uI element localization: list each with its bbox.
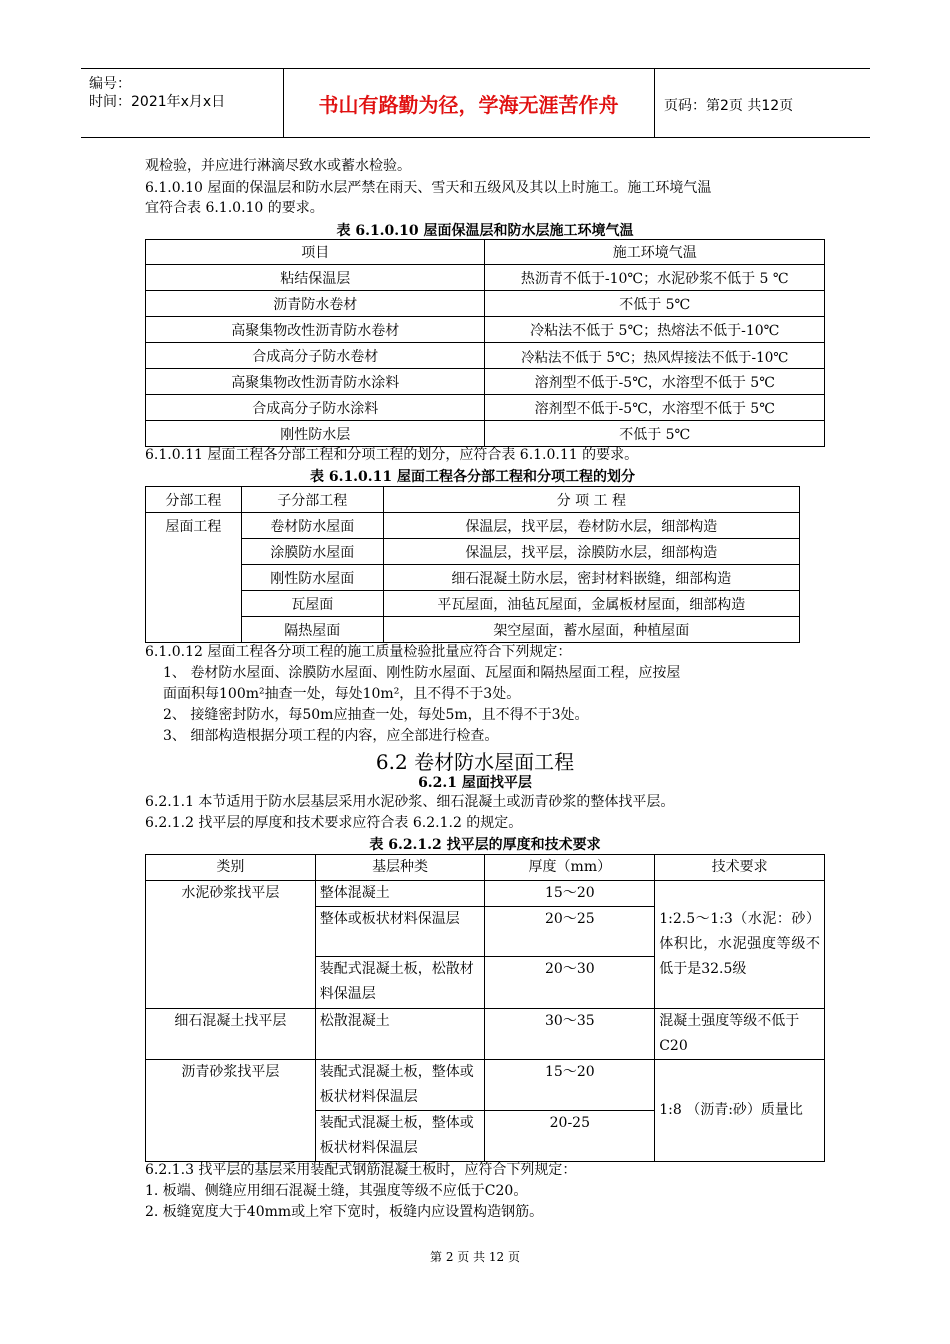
header-meta (81, 69, 284, 137)
table-cell: 装配式混凝土板，松散材料保温层 (315, 957, 485, 1009)
table-header-row (146, 240, 825, 265)
table-header-cell: 技术要求 (655, 855, 825, 881)
table-cell: 装配式混凝土板，整体或板状材料保温层 (315, 1060, 485, 1111)
table-row (146, 565, 800, 591)
paragraph: 6.2.1.3 找平层的基层采用装配式钢筋混凝土板时，应符合下列规定： (145, 1162, 577, 1178)
table-row (146, 539, 800, 565)
table-cell: 沥青防水卷材 (146, 291, 485, 317)
list-item: 1、 卷材防水屋面、涂膜防水屋面、刚性防水屋面、瓦屋面和隔热屋面工程，应按屋 (163, 665, 681, 681)
table-cell: 整体或板状材料保温层 (315, 907, 485, 957)
table-header-cell: 施工环境气温 (485, 240, 825, 265)
paragraph: 6.1.0.11 屋面工程各分部工程和分项工程的划分，应符合表 6.1.0.11 的要求。 (145, 447, 639, 463)
paragraph: 6.2.1.2 找平层的厚度和技术要求应符合表 6.2.1.2 的规定。 (145, 815, 523, 831)
table-row (146, 395, 825, 421)
table-cell: 20～25 (485, 907, 655, 957)
table-row (146, 591, 800, 617)
paragraph: 宜符合表 6.1.0.10 的要求。 (145, 200, 324, 216)
table-cell: 松散混凝土 (315, 1009, 485, 1060)
table-cell: 粘结保温层 (146, 265, 485, 291)
date-label: 时间：2021年x月x日 (89, 94, 226, 110)
header-motto: 书山有路勤为径，学海无涯苦作舟 (283, 69, 655, 137)
table-row (146, 513, 800, 539)
table-header-cell: 类别 (146, 855, 316, 881)
table-cell: 高聚集物改性沥青防水涂料 (146, 369, 485, 395)
paragraph: 6.1.0.10 屋面的保温层和防水层严禁在雨天、雪天和五级风及其以上时施工。施工环境气温 (145, 180, 712, 196)
table-cell: 装配式混凝土板，整体或板状材料保温层 (315, 1111, 485, 1162)
table-cell: 20-25 (485, 1111, 655, 1162)
leveling-layer-table (145, 854, 825, 1162)
table-row (146, 343, 825, 369)
table-row (146, 1009, 825, 1060)
table-cell: 细石混凝土防水层，密封材料嵌缝，细部构造 (383, 565, 799, 591)
table-cell: 1:8 （沥青:砂）质量比 (655, 1060, 825, 1162)
subsection-heading: 6.2.1 屋面找平层 (418, 775, 532, 791)
table-cell: 溶剂型不低于-5℃，水溶型不低于 5℃ (485, 395, 825, 421)
section-heading: 6.2 卷材防水屋面工程 (375, 750, 575, 774)
table-row (146, 421, 825, 447)
table-cell: 溶剂型不低于-5℃，水溶型不低于 5℃ (485, 369, 825, 395)
table-caption: 表 6.1.0.11 屋面工程各分部工程和分项工程的划分 (309, 469, 636, 485)
table-header-cell: 子分部工程 (241, 487, 383, 513)
table-cell: 热沥青不低于-10℃；水泥砂浆不低于 5 ℃ (485, 265, 825, 291)
table-cell: 冷粘法不低于 5℃；热风焊接法不低于-10℃ (485, 343, 825, 369)
table-cell: 合成高分子防水卷材 (146, 343, 485, 369)
table-cell: 涂膜防水屋面 (241, 539, 383, 565)
page-header (81, 68, 870, 138)
table-row (146, 1060, 825, 1111)
table-row (146, 291, 825, 317)
table-cell: 合成高分子防水涂料 (146, 395, 485, 421)
table-row (146, 317, 825, 343)
table-header-cell: 分部工程 (146, 487, 242, 513)
table-row (146, 881, 825, 907)
table-header-cell: 项目 (146, 240, 485, 265)
table-header-cell: 基层种类 (315, 855, 485, 881)
table-cell: 冷粘法不低于 5℃；热熔法不低于-10℃ (485, 317, 825, 343)
table-cell: 瓦屋面 (241, 591, 383, 617)
table-cell: 保温层，找平层，卷材防水层，细部构造 (383, 513, 799, 539)
list-item: 2. 板缝宽度大于40mm或上窄下宽时，板缝内应设置构造钢筋。 (145, 1204, 544, 1220)
table-row (146, 369, 825, 395)
page-footer: 第 2 页 共 12 页 (430, 1250, 520, 1264)
table-cell: 30～35 (485, 1009, 655, 1060)
table-cell: 平瓦屋面，油毡瓦屋面，金属板材屋面，细部构造 (383, 591, 799, 617)
table-cell: 保温层，找平层，涂膜防水层，细部构造 (383, 539, 799, 565)
table-header-row (146, 487, 800, 513)
table-cell: 高聚集物改性沥青防水卷材 (146, 317, 485, 343)
table-cell: 架空屋面，蓄水屋面，种植屋面 (383, 617, 799, 643)
table-cell: 不低于 5℃ (485, 291, 825, 317)
paragraph: 6.1.0.12 屋面工程各分项工程的施工质量检验批量应符合下列规定： (145, 644, 572, 660)
table-cell: 20～30 (485, 957, 655, 1009)
list-item: 面面积每100m²抽查一处，每处10m²，且不得不于3处。 (163, 686, 521, 702)
table-cell: 15～20 (485, 881, 655, 907)
division-table (145, 486, 800, 643)
table-cell: 刚性防水屋面 (241, 565, 383, 591)
table-cell: 混凝土强度等级不低于C20 (655, 1009, 825, 1060)
paragraph: 观检验，并应进行淋滴尽致水或蓄水检验。 (145, 158, 411, 174)
paragraph: 6.2.1.1 本节适用于防水层基层采用水泥砂浆、细石混凝土或沥青砂浆的整体找平层。 (145, 794, 675, 810)
table-row (146, 617, 800, 643)
list-item: 3、 细部构造根据分项工程的内容，应全部进行检查。 (163, 728, 499, 744)
table-cell: 沥青砂浆找平层 (146, 1060, 316, 1162)
table-cell: 细石混凝土找平层 (146, 1009, 316, 1060)
table-header-cell: 分 项 工 程 (383, 487, 799, 513)
table-cell: 刚性防水层 (146, 421, 485, 447)
table-header-cell: 厚度（mm） (485, 855, 655, 881)
table-cell: 水泥砂浆找平层 (146, 881, 316, 1009)
table-cell: 不低于 5℃ (485, 421, 825, 447)
list-item: 2、 接缝密封防水，每50m应抽查一处，每处5m，且不得不于3处。 (163, 707, 589, 723)
environment-temperature-table (145, 239, 825, 447)
table-caption: 表 6.1.0.10 屋面保温层和防水层施工环境气温 (336, 223, 634, 239)
table-caption: 表 6.2.1.2 找平层的厚度和技术要求 (369, 837, 601, 853)
table-cell: 15～20 (485, 1060, 655, 1111)
table-cell: 1:2.5～1:3（水泥：砂）体积比，水泥强度等级不低于是32.5级 (655, 881, 825, 1009)
table-cell: 整体混凝土 (315, 881, 485, 907)
table-cell: 隔热屋面 (241, 617, 383, 643)
table-cell: 屋面工程 (146, 513, 242, 643)
header-page-number: 页码：第2页 共12页 (664, 98, 794, 114)
list-item: 1. 板端、侧缝应用细石混凝土缝，其强度等级不应低于C20。 (145, 1183, 528, 1199)
number-label: 编号： (89, 76, 131, 92)
table-row (146, 265, 825, 291)
table-header-row (146, 855, 825, 881)
table-cell: 卷材防水屋面 (241, 513, 383, 539)
